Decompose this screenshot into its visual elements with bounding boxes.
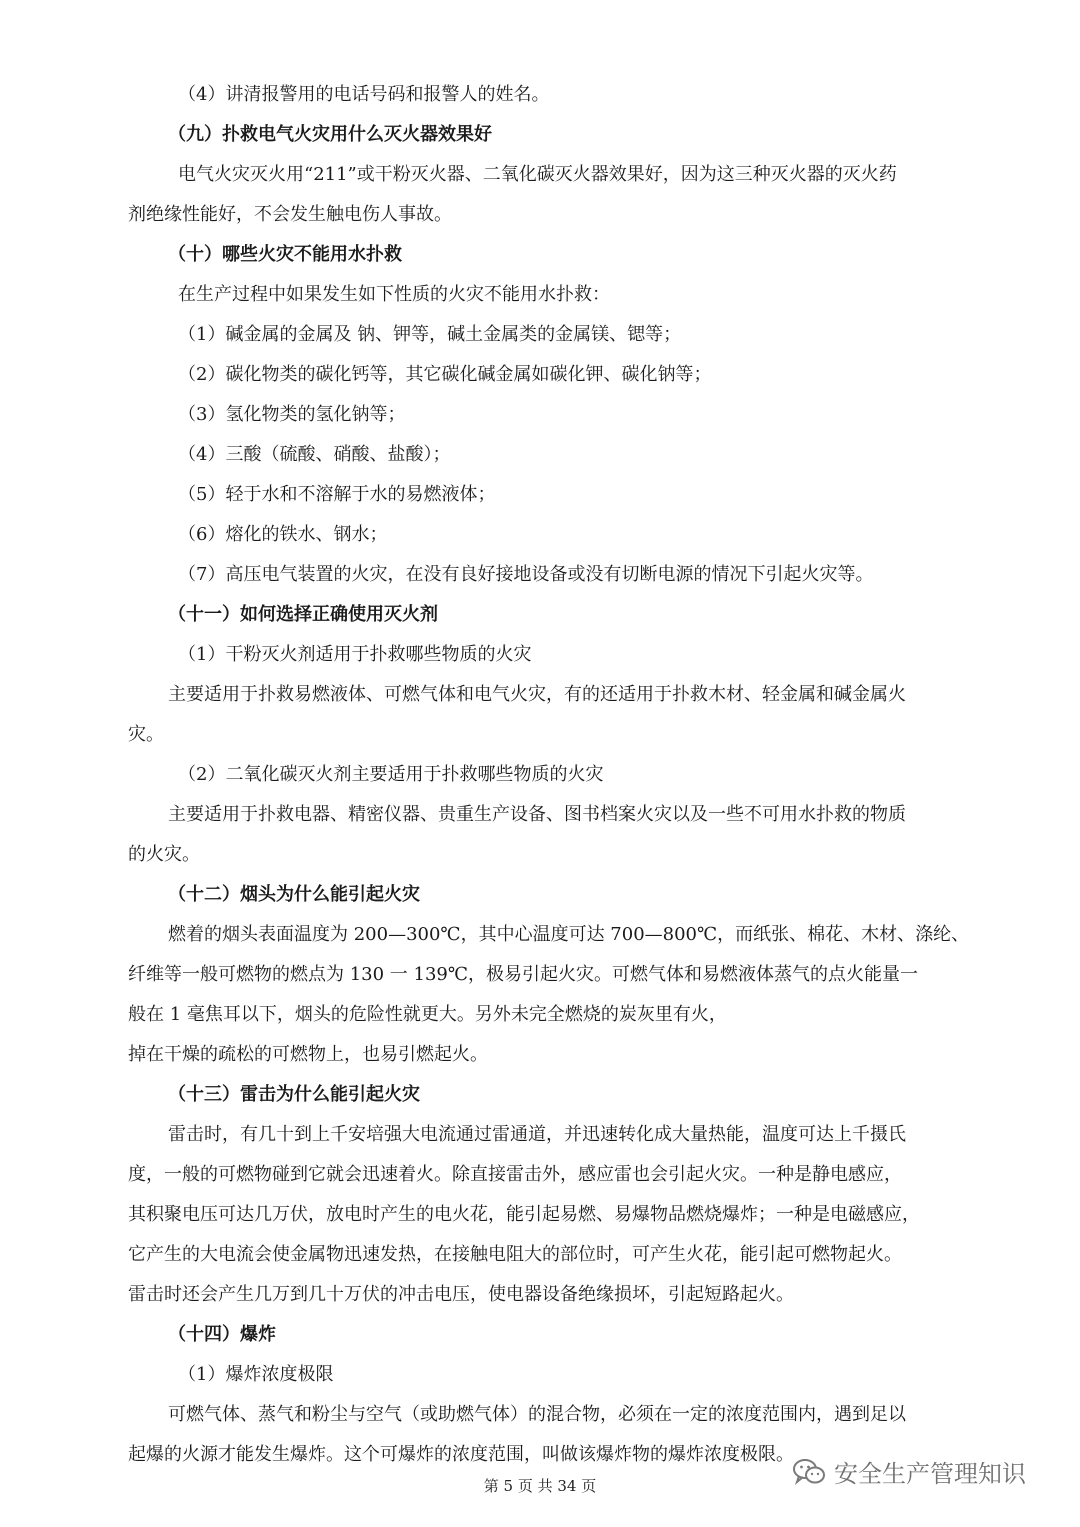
text-line: （4）讲清报警用的电话号码和报警人的姓名。 [178,84,550,105]
text-line: 主要适用于扑救易燃液体、可燃气体和电气火灾，有的还适用于扑救木材、轻金属和碱金属火 [168,684,906,705]
text-line: 在生产过程中如果发生如下性质的火灾不能用水扑救： [178,284,610,305]
text-line: （2）碳化物类的碳化钙等，其它碳化碱金属如碳化钾、碳化钠等； [178,364,712,385]
text-line: 度，一般的可燃物碰到它就会迅速着火。除直接雷击外，感应雷也会引起火灾。一种是静电感应， [128,1164,902,1185]
text-line: （7）高压电气装置的火灾，在没有良好接地设备或没有切断电源的情况下引起火灾等。 [178,564,874,585]
text-line: （6）熔化的铁水、钢水； [178,524,388,545]
text-line: 起爆的火源才能发生爆炸。这个可爆炸的浓度范围，叫做该爆炸物的爆炸浓度极限。 [128,1444,794,1465]
text-line: 灾。 [128,724,164,745]
text-line: 纤维等一般可燃物的燃点为 130 一 139℃，极易引起火灾。可燃气体和易燃液体蒸气的点火能量一 [128,964,919,985]
text-line: 掉在干燥的疏松的可燃物上，也易引燃起火。 [128,1044,488,1065]
section-heading: （九）扑救电气火灾用什么灭火器效果好 [168,124,492,145]
page-footer [0,1475,1080,1496]
text-line: （1）爆炸浓度极限 [178,1364,334,1385]
text-line: 其积聚电压可达几万伏，放电时产生的电火花，能引起易燃、易爆物品燃烧爆炸；一种是电磁感应， [128,1204,920,1225]
page-number: 第 5 页 共 34 页 [483,1477,597,1495]
text-line: （5）轻于水和不溶解于水的易燃液体； [178,484,496,505]
section-heading: （十二）烟头为什么能引起火灾 [168,884,420,905]
text-line: 电气火灾灭火用“211”或干粉灭火器、二氧化碳灭火器效果好，因为这三种灭火器的灭火药 [178,164,897,185]
text-line: 主要适用于扑救电器、精密仪器、贵重生产设备、图书档案火灾以及一些不可用水扑救的物质 [168,804,906,825]
text-line: （2）二氧化碳灭火剂主要适用于扑救哪些物质的火灾 [178,764,604,785]
text-line: 雷击时，有几十到上千安培强大电流通过雷通道，并迅速转化成大量热能，温度可达上千摄氏 [168,1124,906,1145]
section-heading: （十一）如何选择正确使用灭火剂 [168,604,438,625]
text-line: 燃着的烟头表面温度为 200—300℃，其中心温度可达 700—800℃，而纸张、棉花、木材、涤纶、 [168,924,970,945]
text-line: 雷击时还会产生几万到几十万伏的冲击电压，使电器设备绝缘损坏，引起短路起火。 [128,1284,794,1305]
text-line: 的火灾。 [128,844,200,865]
text-line: 它产生的大电流会使金属物迅速发热，在接触电阻大的部位时，可产生火花，能引起可燃物起火。 [128,1244,902,1265]
watermark-text: 安全生产管理知识 [834,1460,1026,1488]
section-heading: （十四）爆炸 [168,1324,276,1345]
text-line: 可燃气体、蒸气和粉尘与空气（或助燃气体）的混合物，必须在一定的浓度范围内，遇到足以 [168,1404,906,1425]
text-line: 剂绝缘性能好，不会发生触电伤人事故。 [128,204,452,225]
text-line: （1）碱金属的金属及 钠、钾等，碱土金属类的金属镁、锶等； [178,324,682,345]
text-line: （1）干粉灭火剂适用于扑救哪些物质的火灾 [178,644,532,665]
text-line: （3）氢化物类的氢化钠等； [178,404,406,425]
text-line: 般在 1 毫焦耳以下，烟头的危险性就更大。另外未完全燃烧的炭灰里有火， [128,1004,727,1025]
section-heading: （十）哪些火灾不能用水扑救 [168,244,402,265]
text-line: （4）三酸（硫酸、硝酸、盐酸）； [178,444,451,465]
section-heading: （十三）雷击为什么能引起火灾 [168,1084,420,1105]
